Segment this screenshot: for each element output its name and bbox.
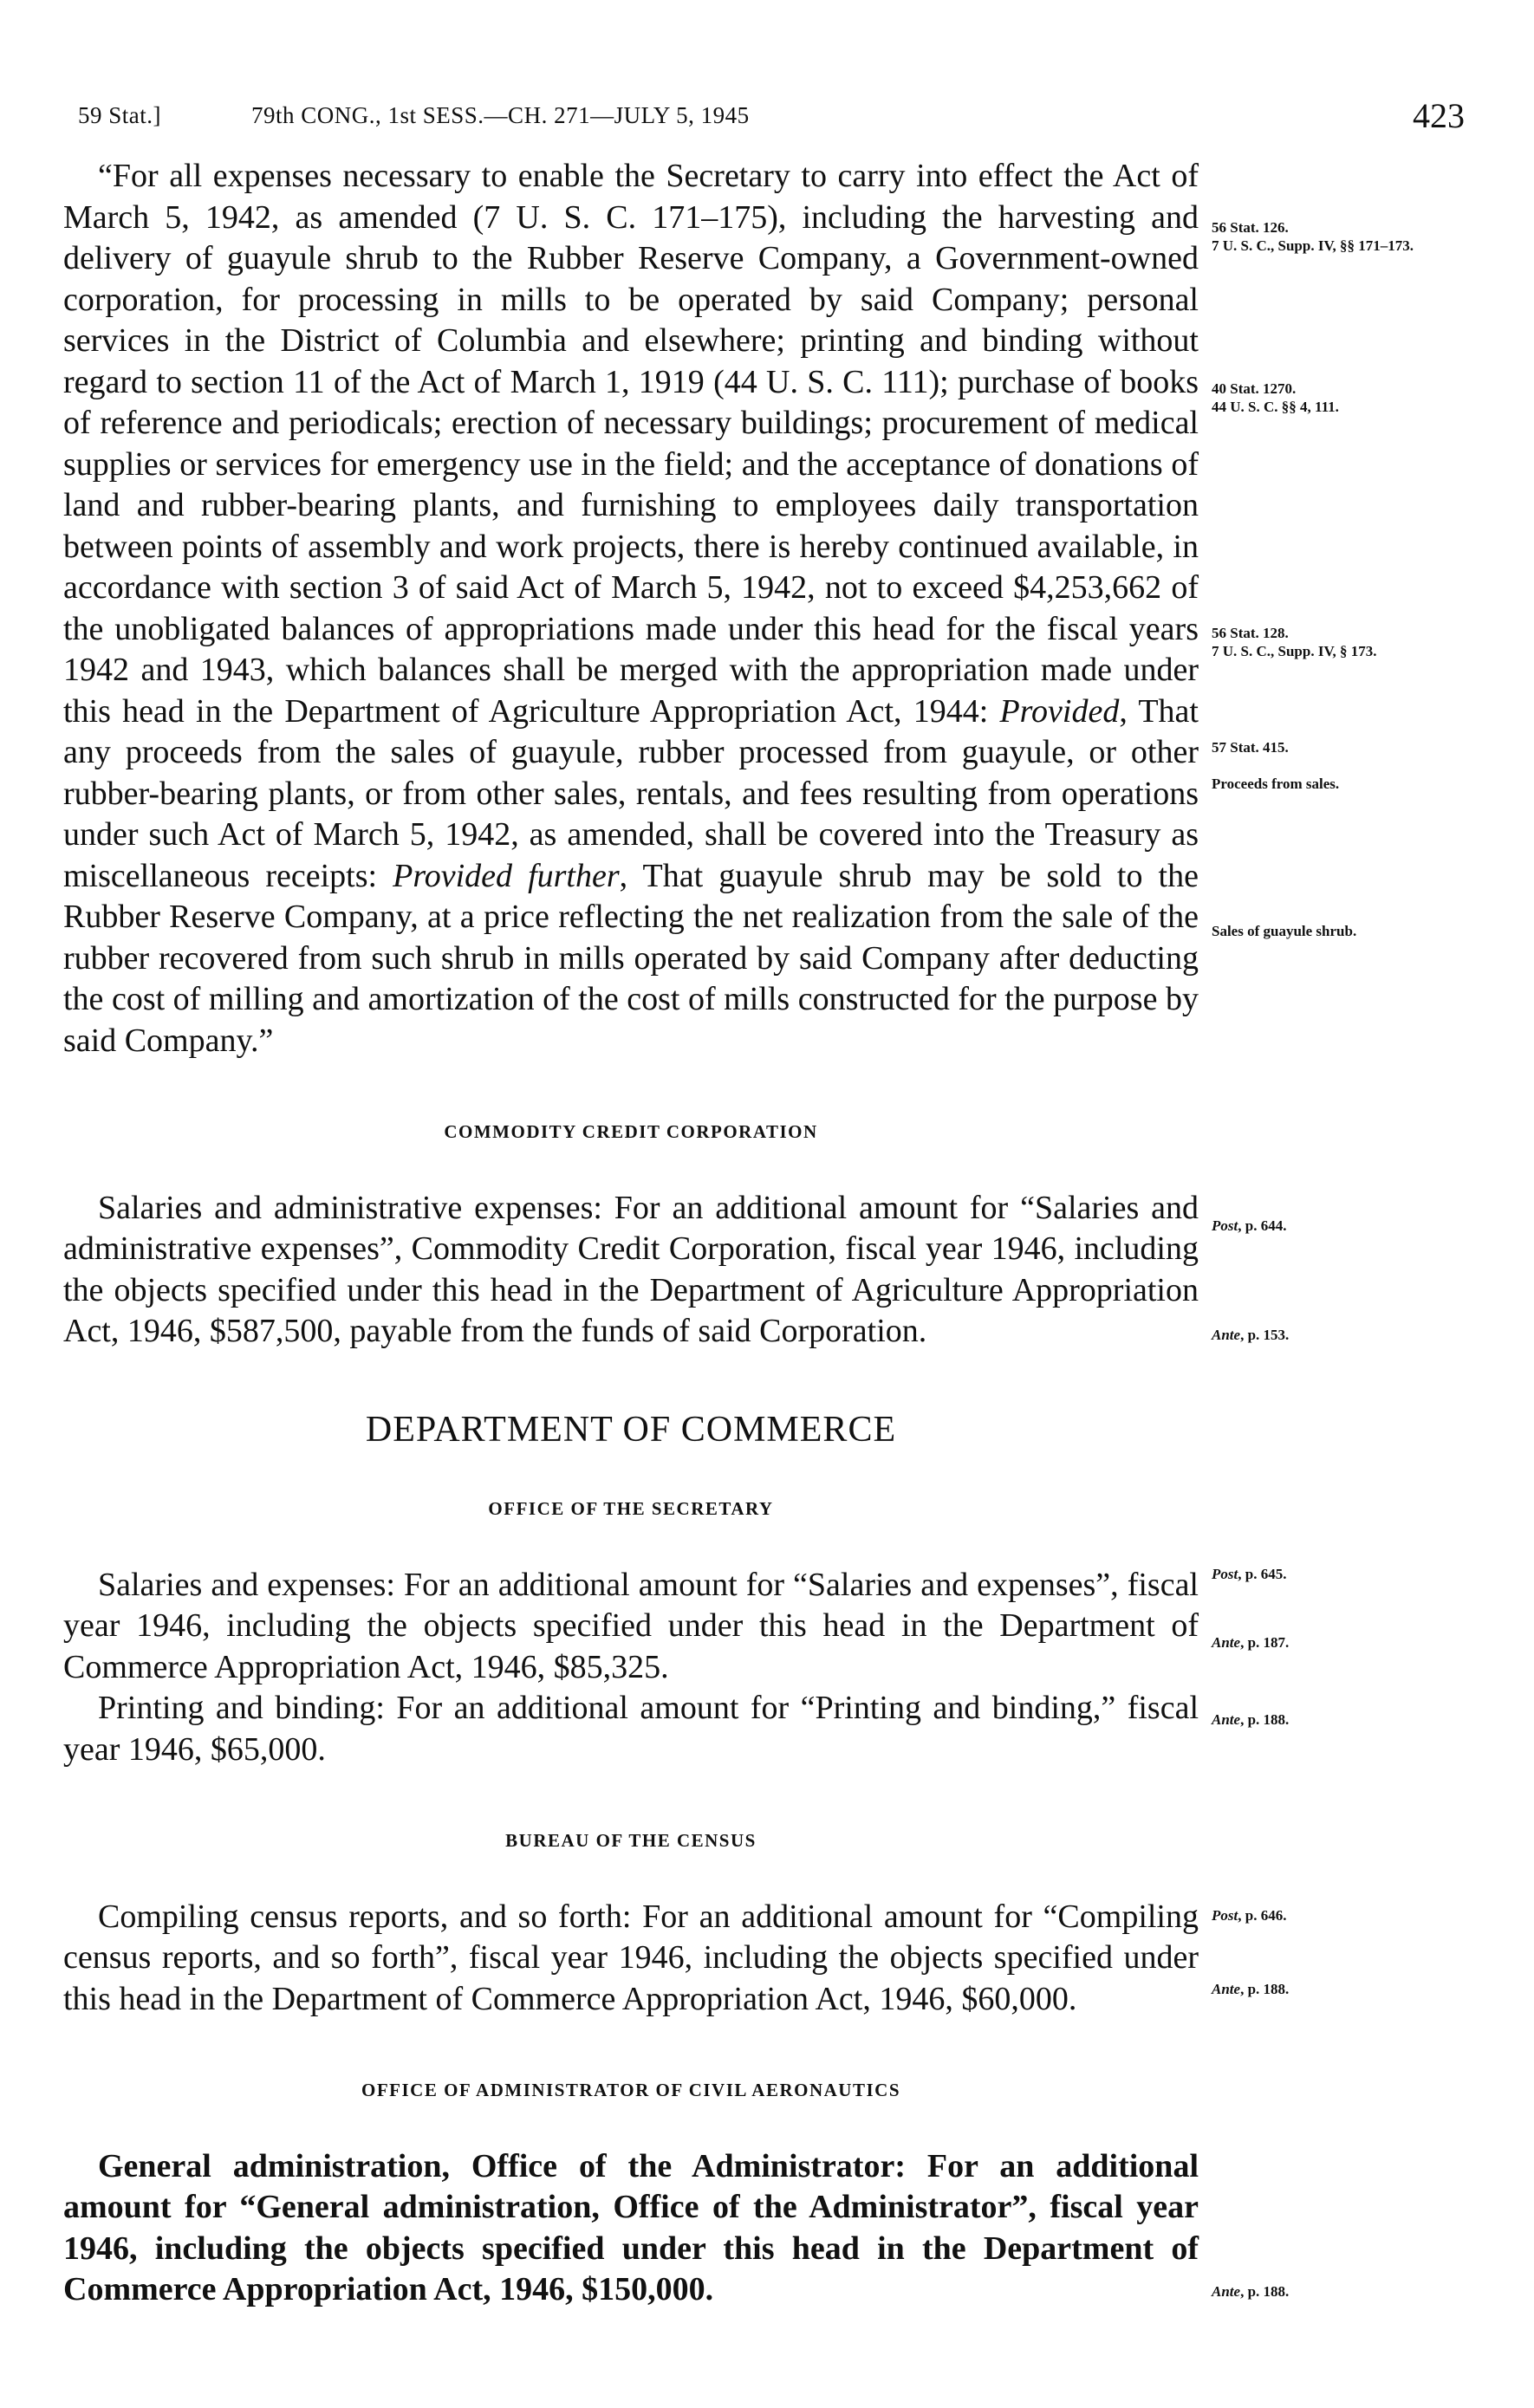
margin-note-56-stat-126: 56 Stat. 126. 7 U. S. C., Supp. IV, §§ 171–173.: [1212, 219, 1414, 254]
congress-chapter-date: 79th CONG., 1st SESS.—CH. 271—JULY 5, 1945: [251, 102, 750, 128]
margin-note-post-644: Post, p. 644.: [1212, 1217, 1287, 1234]
margin-note-56-stat-128: 56 Stat. 128. 7 U. S. C., Supp. IV, § 173.: [1212, 625, 1377, 659]
census-paragraph: Compiling census reports, and so forth: For an additional amount for “Compiling census reports, and so forth”, fiscal year 1946, including the objects specified under this head in the Department of Commerce Appropriation Act, 1946, $60,000.: [63, 1898, 1199, 2017]
guayule-paragraph: “For all expenses necessary to enable the Secretary to carry into effect the Act of March 5, 1942, as amended (7 U. S. C. 171–175), including the harvesting and delivery of guayule shrub to the Rubber Reserve Company, a Government-owned corporation, for processing in mills to be operated by said Company; personal services in the District of Columbia and elsewhere; printing and binding without regard to section 11 of the Act of March 1, 1919 (44 U. S. C. 111); purchase of books of reference and periodicals; erection of necessary buildings; procurement of medical supplies or services for emergency use in the field; and the acceptance of donations of land and rubber-bearing plants, and furnishing to employees daily transportation between points of assembly and work projects, there is hereby continued available, in accordance with section 3 of said Act of March 5, 1942, not to exceed $4,253,662 of the unobligated balances of appropriations made under this head for the fiscal years 1942 and 1943, which balances shall be merged with the appropriation made under this head in the Department of Agriculture Appropriation Act, 1944: Provided, That any proceeds from the sales of guayule, rubber processed from guayule, or other rubber-bearing plants, or from other sales, rentals, and fees resulting from operations under such Act of March 5, 1942, as amended, shall be covered into the Treasury as miscellaneous receipts: Provided further, That guayule shrub may be sold to the Rubber Reserve Company, at a price reflecting the net realization from the sale of the rubber recovered from such shrub in mills operated by said Company after deducting the cost of milling and amortization of the cost of mills constructed for the purpose by said Company.”: [63, 158, 1199, 1059]
department-of-commerce-heading: DEPARTMENT OF COMMERCE: [365, 1409, 897, 1450]
margin-note-ante-188-printing: Ante, p. 188.: [1212, 1711, 1290, 1728]
ccc-salaries-paragraph: Salaries and administrative expenses: For an additional amount for “Salaries and administrative expenses”, Commodity Credit Corporation, fiscal year 1946, including the objects specified under this head in the Department of Agriculture Appropriation Act, 1946, $587,500, payable from the funds of said Corporation.: [63, 1189, 1199, 1349]
commodity-credit-corporation-heading: COMMODITY CREDIT CORPORATION: [444, 1121, 818, 1142]
margin-note-sales-of-guayule: Sales of guayule shrub.: [1212, 923, 1357, 939]
margin-note-57-stat-415: 57 Stat. 415.: [1212, 739, 1289, 756]
margin-note-ante-153: Ante, p. 153.: [1212, 1327, 1290, 1343]
aeronautics-paragraph: General administration, Office of the Administrator: For an additional amount for “General administration, Office of the Administrator”, fiscal year 1946, including the objects specified under this head in the Department of Commerce Appropriation Act, 1946, $150,000.: [63, 2147, 1199, 2307]
bureau-of-census-heading: BUREAU OF THE CENSUS: [505, 1830, 757, 1851]
statute-volume: 59 Stat.]: [78, 102, 161, 128]
office-of-secretary-heading: OFFICE OF THE SECRETARY: [488, 1498, 774, 1519]
margin-note-proceeds-from-sales: Proceeds from sales.: [1212, 776, 1340, 792]
secretary-salaries-paragraph: Salaries and expenses: For an additional amount for “Salaries and expenses”, fiscal year 1946, including the objects specified under this head in the Department of Commerce Appropriation Act, 1946, $85,325.: [63, 1566, 1199, 1685]
civil-aeronautics-heading: OFFICE OF ADMINISTRATOR OF CIVIL AERONAUTICS: [361, 2080, 900, 2100]
margin-note-ante-188-census: Ante, p. 188.: [1212, 1981, 1290, 1997]
margin-note-ante-187: Ante, p. 187.: [1212, 1634, 1290, 1651]
margin-notes: [1212, 0, 1472, 2408]
page-number: 423: [1413, 96, 1465, 135]
provided-further-proviso: Provided further: [393, 857, 620, 894]
provided-proviso: Provided: [999, 692, 1120, 730]
secretary-printing-paragraph: Printing and binding: For an additional amount for “Printing and binding,” fiscal year 1946, $65,000.: [63, 1690, 1199, 1768]
margin-note-40-stat-1270: 40 Stat. 1270. 44 U. S. C. §§ 4, 111.: [1212, 380, 1339, 415]
margin-note-post-646: Post, p. 646.: [1212, 1907, 1287, 1924]
margin-note-post-645: Post, p. 645.: [1212, 1566, 1287, 1582]
main-text: [63, 156, 1199, 2311]
margin-note-ante-188-aeronautics: Ante, p. 188.: [1212, 2283, 1290, 2300]
